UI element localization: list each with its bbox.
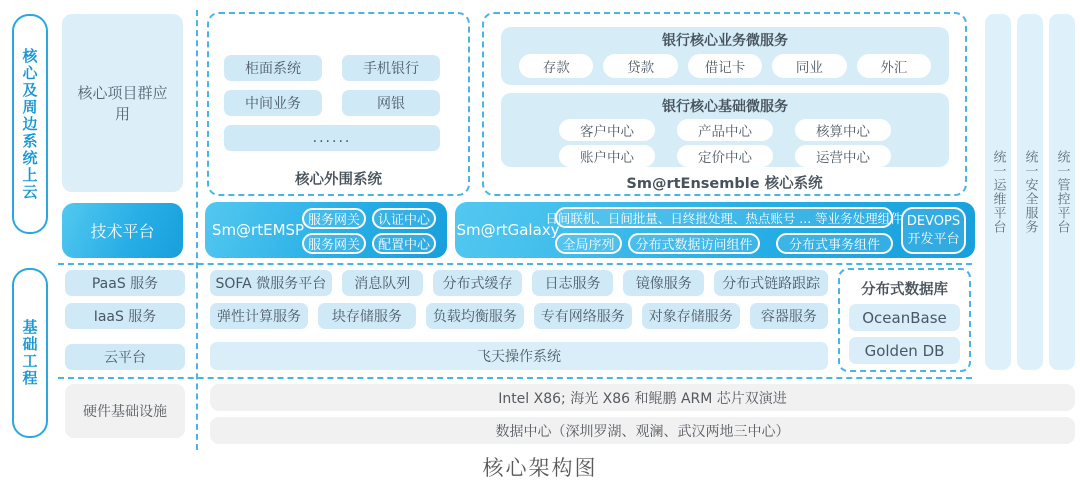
tech-platform-box: 技术平台: [62, 203, 183, 258]
paas-service-pill: 日志服务: [532, 270, 613, 296]
smart-emsp-box: [205, 202, 447, 258]
iaas-service-pill: 块存储服务: [318, 303, 416, 329]
peripheral-pill: 手机银行: [342, 55, 440, 81]
paas-services-row: [210, 270, 828, 296]
iaas-label-pill: IaaS 服务: [65, 303, 185, 329]
distributed-database-title: 分布式数据库: [861, 281, 948, 298]
iaas-service-pill: 对象存储服务: [642, 303, 740, 329]
iaas-service-pill: 负载均衡服务: [426, 303, 524, 329]
foundation-pill-row: [559, 119, 891, 141]
smart-galaxy-box: [455, 202, 975, 258]
paas-service-pill: 分布式缓存: [433, 270, 522, 296]
unified-security-service-bar: 统一安全服务: [1017, 14, 1043, 370]
foundation-pill: 客户中心: [559, 119, 655, 141]
horizontal-divider-cloud: [58, 263, 972, 265]
distributed-database-box: [838, 268, 971, 372]
business-pill: 外汇: [857, 54, 931, 78]
paas-service-pill: SOFA 微服务平台: [210, 270, 332, 296]
business-pill: 存款: [519, 54, 593, 78]
peripheral-pill-ellipsis: ......: [224, 125, 440, 151]
horizontal-divider-hardware: [58, 377, 972, 379]
galaxy-wide-pill: 日间联机、日间批量、日终批处理、热点账号 ... 等业务处理组件: [555, 207, 893, 228]
app-group-panel: 核心项目群应用: [62, 14, 183, 192]
side-label-infrastructure: 基础工程: [12, 268, 48, 438]
smart-galaxy-label: Sm@rtGalaxy: [456, 221, 560, 239]
ensemble-core-box: [482, 12, 967, 196]
database-pill: OceanBase: [849, 304, 960, 331]
business-microservices-box: [499, 25, 951, 87]
diagram-title: 核心架构图: [482, 456, 598, 480]
emsp-pill: 配置中心: [372, 233, 436, 254]
galaxy-pill: 全局序列: [555, 233, 622, 254]
emsp-pill: 认证中心: [372, 208, 436, 229]
peripheral-systems-caption: 核心外围系统: [295, 171, 382, 188]
emsp-pill: 服务网关: [302, 208, 366, 229]
unified-ops-platform-bar: 统一运维平台: [985, 14, 1011, 370]
hardware-infra-pill: 硬件基础设施: [65, 384, 185, 438]
iaas-service-pill: 专有网络服务: [534, 303, 632, 329]
foundation-pill-row: [559, 145, 891, 167]
paas-service-pill: 消息队列: [342, 270, 423, 296]
paas-label-pill: PaaS 服务: [65, 270, 185, 296]
chip-evolution-bar: Intel X86; 海光 X86 和鲲鹏 ARM 芯片双演进: [210, 384, 1075, 411]
side-label-core-cloud: 核心及周边系统上云: [12, 14, 48, 234]
peripheral-pill: 中间业务: [224, 90, 322, 116]
paas-service-pill: 镜像服务: [623, 270, 704, 296]
ensemble-caption: Sm@rtEnsemble 核心系统: [626, 175, 823, 192]
business-pill: 同业: [772, 54, 846, 78]
emsp-pill: 服务网关: [302, 233, 366, 254]
database-pill: Golden DB: [849, 337, 960, 364]
iaas-services-row: [210, 303, 828, 329]
foundation-microservices-box: [499, 91, 951, 169]
business-pill: 借记卡: [688, 54, 762, 78]
peripheral-pill: 网银: [342, 90, 440, 116]
unified-control-platform-bar: 统一管控平台: [1049, 14, 1075, 370]
vertical-divider: [196, 10, 198, 450]
business-microservices-title: 银行核心业务微服务: [662, 33, 788, 49]
galaxy-pill: 分布式事务组件: [776, 233, 893, 254]
business-pill-row: [519, 54, 931, 78]
apsara-os-bar: 飞天操作系统: [210, 342, 828, 370]
galaxy-pill: 分布式数据访问组件: [628, 233, 760, 254]
peripheral-systems-box: [207, 12, 470, 196]
smart-emsp-label: Sm@rtEMSP: [211, 221, 305, 239]
devops-line: DEVOPS: [906, 213, 961, 229]
devops-platform-pill: [901, 207, 966, 254]
foundation-pill: 定价中心: [677, 145, 773, 167]
cloud-platform-pill: 云平台: [65, 344, 185, 370]
iaas-service-pill: 容器服务: [750, 303, 828, 329]
paas-service-pill: 分布式链路跟踪: [714, 270, 828, 296]
foundation-microservices-title: 银行核心基础微服务: [662, 99, 788, 115]
devops-line: 开发平台: [907, 231, 960, 247]
iaas-service-pill: 弹性计算服务: [210, 303, 308, 329]
business-pill: 贷款: [603, 54, 677, 78]
foundation-pill: 账户中心: [559, 145, 655, 167]
peripheral-pill: 柜面系统: [224, 55, 322, 81]
data-center-bar: 数据中心（深圳罗湖、观澜、武汉两地三中心）: [210, 417, 1075, 444]
foundation-pill: 产品中心: [677, 119, 773, 141]
foundation-pill: 运营中心: [795, 145, 891, 167]
foundation-pill: 核算中心: [795, 119, 891, 141]
